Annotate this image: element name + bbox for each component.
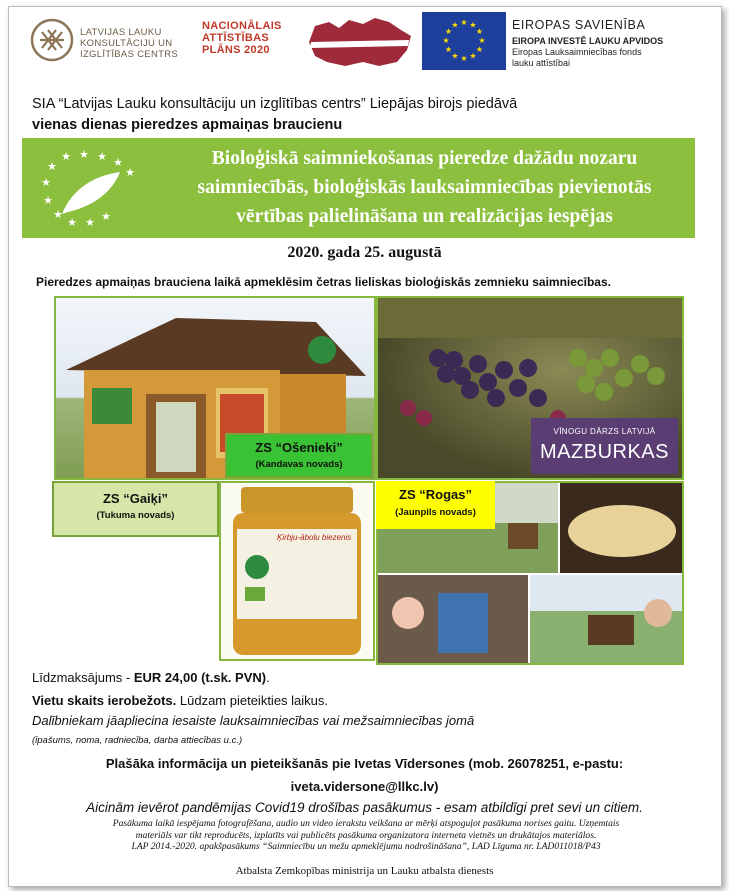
svg-text:★: ★ (113, 156, 123, 169)
intro-line: SIA “Latvijas Lauku konsultāciju un izglītības centrs” Liepājas birojs piedāvā (32, 96, 518, 112)
svg-text:★: ★ (53, 208, 63, 221)
latvia-map-icon (305, 12, 415, 70)
svg-text:★: ★ (101, 210, 111, 223)
jar-photo (219, 481, 375, 661)
svg-text:★: ★ (47, 160, 57, 173)
svg-text:★: ★ (79, 148, 89, 161)
banner-title: Bioloģiskā saimniekošanas pieredze dažādu nozaru saimniecībās, bioloģiskās lauksaimniecības pievienotās vērtības palielināšana un realizācijas iespējas (197, 148, 652, 227)
svg-text:★: ★ (125, 166, 135, 179)
visit-description: Pieredzes apmaiņas brauciena laikā apmeklēsim četras lieliskas bioloģiskās zemnieku saimniecības. (36, 275, 611, 289)
svg-text:★: ★ (442, 36, 450, 45)
svg-text:★: ★ (85, 216, 95, 229)
seats-line: Vietu skaits ierobežots. Lūdzam pieteikties laikus. (32, 693, 329, 708)
eu-stars-icon (422, 12, 506, 70)
nap2020-logo: NACIONĀLAIS ATTĪSTĪBAS PLĀNS 2020 (202, 20, 282, 56)
label-rogas: ZS “Rogas” (Jaunpils novads) (376, 481, 495, 529)
requirement-line: Dalībniekam jāapliecina iesaiste lauksaimniecības vai mežsaimniecības jomā (32, 713, 475, 728)
svg-text:★: ★ (444, 45, 453, 54)
svg-text:★: ★ (460, 18, 468, 27)
svg-text:★: ★ (469, 20, 477, 30)
svg-text:★: ★ (43, 194, 53, 207)
grapes-photo (376, 296, 684, 480)
svg-text:★: ★ (97, 150, 107, 163)
svg-text:★: ★ (41, 176, 51, 189)
contact-email[interactable]: iveta.vidersone@llkc.lv) (290, 779, 439, 794)
svg-text:★: ★ (444, 27, 453, 36)
svg-text:★: ★ (67, 216, 77, 229)
llkc-emblem-icon (30, 18, 74, 62)
svg-text:★: ★ (460, 54, 468, 63)
svg-text:★: ★ (469, 51, 477, 61)
label-osenieki: ZS “Ošenieki” (Kandavas novads) (225, 433, 373, 478)
llkc-logo-text: LATVIJAS LAUKU KONSULTĀCIJU UN IZGLĪTĪBAS CENTRS (80, 27, 179, 60)
svg-text:★: ★ (475, 27, 484, 36)
llkc-logo (30, 8, 190, 70)
svg-text:★: ★ (451, 51, 459, 61)
fine-print: Pasākuma laikā iespējama fotografēšana, audio un video ierakstu veikšana ar mērķi atspoguļot pasākuma norises gaitu. Uzņemtais materiāls var tikt reproducēts, izplatīts vai publicēts pasākuma organizatora interneta vietnēs un drukātajos materiālos. LAP 2014.-2020. apakšpasākums “Saimniecību un mežu apmeklējumu nodrošināšana”, LAD Līguma nr. LAD011018/P43 (112, 818, 620, 853)
eu-title: EIROPAS SAVIENĪBA (512, 18, 646, 32)
jar-illustration (221, 483, 373, 659)
covid-notice: Aicinām ievērot pandēmijas Covid19 drošības pasākumus - esam atbildīgi pret sevi un citiem. (86, 800, 643, 815)
support-line: Atbalsta Zemkopības ministrija un Lauku atbalsta dienests (235, 865, 494, 877)
svg-text:★: ★ (478, 36, 486, 45)
svg-text:★: ★ (61, 150, 71, 163)
title-banner (22, 138, 695, 238)
eu-subtitle: EIROPA INVESTĒ LAUKU APVIDOS Eiropas Lauksaimniecības fonds lauku attīstībai (512, 36, 664, 68)
event-date: 2020. gada 25. augustā (287, 244, 442, 261)
jar-label-title: Ķirbju-ābolu biezenis (277, 533, 352, 542)
eu-organic-leaf-icon (32, 146, 152, 230)
svg-text:★: ★ (451, 20, 459, 30)
intro-subline: vienas dienas pieredzes apmaiņas braucienu (32, 117, 343, 133)
svg-text:★: ★ (475, 45, 484, 54)
contact-line: Plašāka informācija un pieteikšanās pie Ivetas Vīdersones (mob. 26078251, e-pastu: (105, 756, 624, 771)
mazburkas-band: VĪNOGU DĀRZS LATVIJĀ MAZBURKAS (531, 418, 678, 474)
price-line: Līdzmaksājums - EUR 24,00 (t.sk. PVN). (32, 670, 270, 685)
eu-flag (422, 12, 506, 70)
requirement-subline: (īpašums, noma, radniecība, darba attiecības u.c.) (32, 735, 243, 746)
label-gaiki: ZS “Gaiķi” (Tukuma novads) (52, 481, 219, 537)
